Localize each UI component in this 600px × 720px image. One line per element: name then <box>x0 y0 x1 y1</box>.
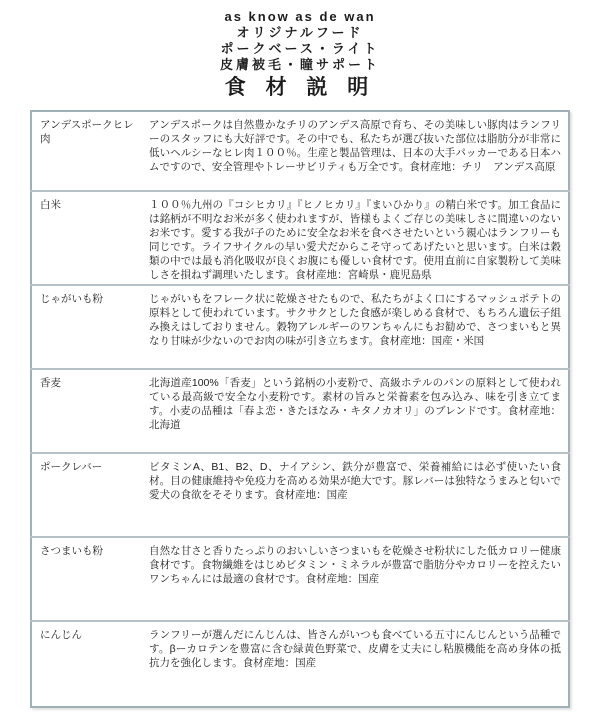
ingredient-name: 白米 <box>31 191 147 285</box>
ingredient-name: じゃがいも粉 <box>31 285 147 369</box>
table-row <box>31 285 569 369</box>
ingredient-description: 自然な甘さと香りたっぷりのおいしいさつまいもを乾燥させ粉状にした低カロリー健康食材です。食物繊維をはじめビタミン・ミネラルが豊富で脂肪分やカロリーを控えたいワンちゃんには最適の食材です。食材産地：国産 <box>147 537 569 621</box>
product-line-3: 皮膚被毛・瞳サポート <box>219 57 380 72</box>
table-row <box>31 621 569 707</box>
table-row <box>31 537 569 621</box>
brand-name: as know as de wan <box>224 9 376 24</box>
ingredient-description: ランフリーが選んだにんじんは、皆さんがいつも食べている五寸にんじんという品種です。βーカロテンを豊富に含む緑黄色野菜で、皮膚を丈夫にし粘膜機能を高め身体の抵抗力を強化します。食材産地：国産 <box>147 621 569 707</box>
table-row <box>31 111 569 191</box>
ingredient-table <box>30 110 570 708</box>
ingredient-name: アンデスポークヒレ肉 <box>40 119 134 145</box>
ingredient-description: アンデスポークは自然豊かなチリのアンデス高原で育ち、その美味しい豚肉はランフリーのスタッフにも大好評です。その中でも、私たちが選び抜いた部位は脂肪分が非常に低いヘルシーなヒレ肉１００％。生産と製品管理は、日本の大手パッカーである日本ハムですので、安全管理やトレーサビリティも万全です。食材産地：チリ アンデス高原 <box>149 119 561 173</box>
table-row <box>31 369 569 453</box>
product-line-2: ポークベース・ライト <box>220 41 380 56</box>
ingredient-description: １００％九州の『コシヒカリ』『ヒノヒカリ』『まいひかり』の精白米です。加工食品には銘柄が不明なお米が多く使われますが、皆様もよくご存じの美味しさに間違いのないお米です。愛する我が子のために安全なお米を食べさせたいという親心はランフリーも同じです。ライフサイクルの早い愛犬だからこそ守ってあげたいと思います。白米は穀類の中では最も消化吸収が良くお腹にも優しい食材です。使用直前に自家製粉して美味しさを損ねず調理いたします。食材産地：宮崎県・鹿児島県 <box>147 191 569 285</box>
ingredient-name: 香麦 <box>31 369 147 453</box>
ingredient-name: さつまいも粉 <box>31 537 147 621</box>
ingredient-description: 北海道産100%「香麦」という銘柄の小麦粉で、高級ホテルのパンの原料として使われている最高級で安全な小麦粉です。素材の旨みと栄養素を包み込み、味を引き立てます。小麦の品種は「春よ恋・きたほなみ・キタノカオリ」のブレンドです。食材産地：北海道 <box>147 369 569 453</box>
table-row <box>31 453 569 537</box>
ingredient-name: ポークレバー <box>31 453 147 537</box>
product-line-1: オリジナルフード <box>236 25 364 40</box>
page-title: 食 材 説 明 <box>224 76 376 99</box>
table-row <box>31 191 569 285</box>
ingredient-description: ビタミンA、B1、B2、D、ナイアシン、鉄分が豊富で、栄養補給には必ず使いたい食材。目の健康維持や免疫力を高める効果が絶大です。豚レバーは独特なうまみと匂いで愛犬の食欲をそそります。食材産地：国産 <box>147 453 569 537</box>
ingredient-name: にんじん <box>31 621 147 707</box>
ingredient-description: じゃがいもをフレーク状に乾燥させたもので、私たちがよく口にするマッシュポテトの原料として使われています。サクサクとした食感が楽しめる食材で、もちろん遺伝子組み換えはしておりません。穀物アレルギーのワンちゃんにもお勧めで、さつまいもと異なり甘味が少ないのでお肉の味が引き立ちます。食材産地：国産・米国 <box>147 285 569 369</box>
document-header <box>0 0 600 99</box>
